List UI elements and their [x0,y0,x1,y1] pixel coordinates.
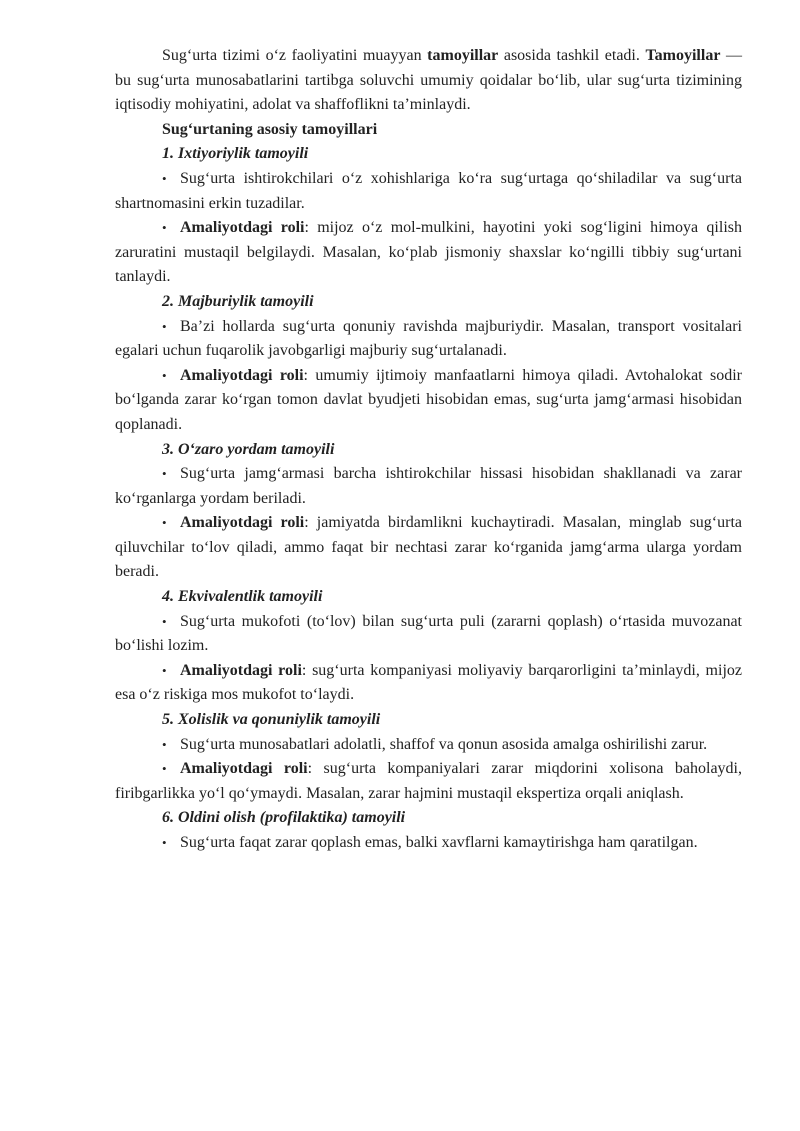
section-title: 4. Ekvivalentlik tamoyili [162,588,323,606]
bullet-icon: • [162,170,167,186]
bullet-icon: • [162,515,167,531]
practical-role-label: Amaliyotdagi roli [180,514,305,532]
bullet-point [115,462,742,511]
practical-role-label: Amaliyotdagi roli [180,760,308,778]
section-title: 6. Oldini olish (profilaktika) tamoyili [162,809,406,827]
practical-role-label: Amaliyotdagi roli [180,661,302,679]
bullet-text: Sug‘urta munosabatlari adolatli, shaffof va qonun asosida amalga oshirilishi zarur. [180,735,708,753]
bullet-point [115,315,742,364]
practical-role-label: Amaliyotdagi roli [180,219,305,237]
intro-bold-term-2: Tamoyillar [645,47,721,64]
bullet-practical-role [115,216,742,290]
bullet-point [115,167,742,216]
bullet-text: Sug‘urta ishtirokchilari o‘z xohishlariga ko‘ra sug‘urtaga qo‘shiladilar va sug‘urta shartnomasini erkin tuzadilar. [115,169,742,212]
bullet-practical-role [115,511,742,585]
bullet-icon: • [162,835,167,850]
bullet-practical-role [115,364,742,438]
intro-text-2: asosida tashkil etadi. [498,47,646,64]
bullet-icon: • [162,367,167,383]
practical-role-text: : jamiyatda birdamlikni kuchaytiradi. Masalan, minglab sug‘urta qiluvchilar to‘lov qiladi, ammo faqat bir nechtasi zarar ko‘rganida jamg‘arma ularga yordam beradi. [115,514,742,581]
bullet-point [115,733,742,758]
section-title: 3. O‘zaro yordam tamoyili [162,440,335,458]
bullet-point [115,831,742,856]
document-page [115,44,742,856]
main-heading: Sug‘urtaning asosiy tamoyillari [162,120,378,138]
bullet-icon: • [162,613,167,629]
section-title: 2. Majburiylik tamoyili [162,292,314,310]
practical-role-text: : mijoz o‘z mol-mulkini, hayotini yoki sog‘ligini himoya qilish zaruratini mustaqil belgilaydi. Masalan, ko‘plab jismoniy shaxslar ko‘ngilli tibbiy sug‘urtani tanlaydi. [115,219,742,286]
bullet-practical-role [115,757,742,806]
intro-paragraph [115,44,742,118]
practical-role-text: : sug‘urta kompaniyalari zarar miqdorini xolisona baholaydi, firibgarlikka yo‘l qo‘ymaydi. Masalan, zarar hajmini mustaqil ekspertiza orqali aniqlash. [115,760,742,802]
intro-bold-term-1: tamoyillar [427,47,499,64]
practical-role-label: Amaliyotdagi roli [180,366,304,384]
intro-text-3: — bu sug‘urta munosabatlarini tartibga soluvchi umumiy qoidalar bo‘lib, ular sug‘urta tizimining iqtisodiy mohiyatini, adolat va shaffoflikni ta’minlaydi. [115,47,743,114]
bullet-icon: • [162,466,167,482]
section-title: 1. Ixtiyoriylik tamoyili [162,145,309,163]
bullet-text: Sug‘urta faqat zarar qoplash emas, balki xavflarni kamaytirishga ham qaratilgan. [180,834,698,851]
section-title: 5. Xolislik va qonuniylik tamoyili [162,711,381,729]
bullet-icon: • [162,662,167,678]
bullet-icon: • [162,318,167,334]
bullet-text: Sug‘urta jamg‘armasi barcha ishtirokchilar hissasi hisobidan shakllanadi va zarar ko‘rganlarga yordam beriladi. [115,465,742,507]
bullet-point [115,610,742,659]
bullet-practical-role [115,659,742,708]
bullet-text: Sug‘urta mukofoti (to‘lov) bilan sug‘urta puli (zararni qoplash) o‘rtasida muvozanat bo‘lishi lozim. [115,612,742,655]
bullet-icon: • [162,761,167,777]
bullet-icon: • [162,220,167,236]
bullet-icon: • [162,736,167,752]
bullet-text: Ba’zi hollarda sug‘urta qonuniy ravishda majburiydir. Masalan, transport vositalari egalari uchun fuqarolik javobgarligi majburiy sug‘urtalanadi. [115,317,742,360]
practical-role-text: : sug‘urta kompaniyasi moliyaviy barqarorligini ta’minlaydi, mijoz esa o‘z riskiga mos mukofot to‘laydi. [115,661,742,704]
practical-role-text: : umumiy ijtimoiy manfaatlarni himoya qiladi. Avtohalokat sodir bo‘lganda zarar ko‘rgan tomon davlat byudjeti hisobidan emas, sug‘urta jamg‘armasi hisobidan qoplanadi. [115,366,743,433]
intro-text-1: Sug‘urta tizimi o‘z faoliyatini muayyan [162,47,428,64]
